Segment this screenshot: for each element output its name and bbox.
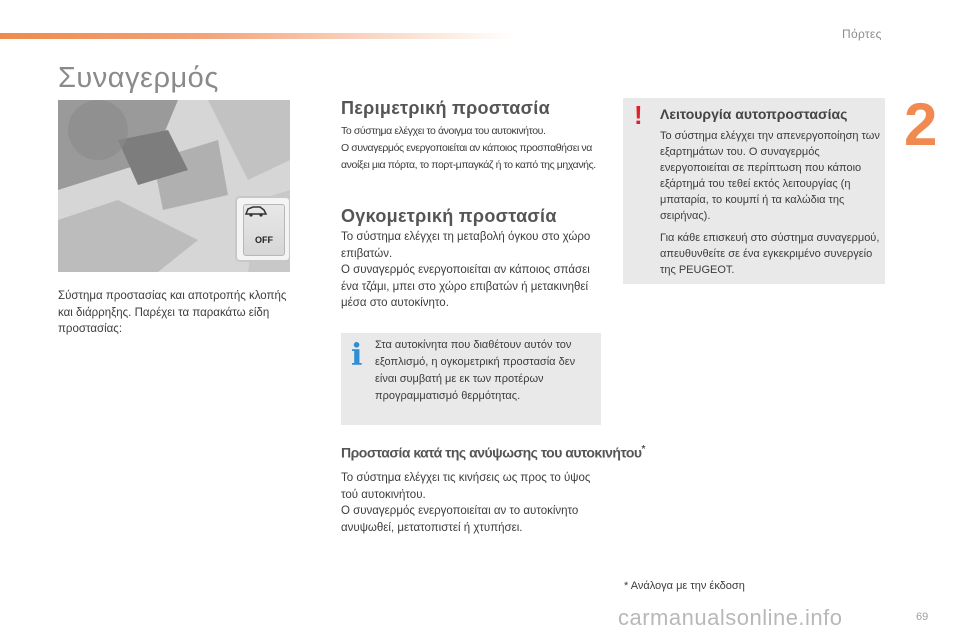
tilt-line-2: Ο συναγερμός ενεργοποιείται αν το αυτοκίνητο ανυψωθεί, μετατοπιστεί ή χτυπήσει.	[341, 505, 579, 534]
car-alarm-icon	[244, 205, 268, 217]
volumetric-line-2: Ο συναγερμός ενεργοποιείται αν κάποιος σπάσει ένα τζάμι, μπει στο χώρο επιβατών ή μετακινηθεί μέσα στο αυτοκίνητο.	[341, 264, 590, 309]
tilt-text	[341, 470, 609, 536]
page-title: Συναγερμός	[58, 62, 219, 94]
tilt-footnote-marker: *	[641, 444, 645, 455]
tilt-heading	[341, 444, 645, 461]
warning-paragraph-1: Το σύστημα ελέγχει την απενεργοποίηση των εξαρτημάτων του. Ο συναγερμός ενεργοποιείται σε περίπτωση που κάποιο εξάρτημά του τεθεί εκτός λειτουργίας (η μπαταρία, το κουμπί ή τα καλώδια της σειρήνας).	[660, 130, 880, 222]
perimeter-line-1: Το σύστημα ελέγχει το άνοιγμα του αυτοκινήτου.	[341, 125, 546, 137]
header-accent-bar	[0, 33, 515, 39]
footnote: * Ανάλογα με την έκδοση	[624, 580, 745, 592]
chapter-number: 2	[904, 91, 938, 158]
info-icon: i	[351, 338, 363, 373]
warning-heading: Λειτουργία αυτοπροστασίας	[660, 106, 848, 122]
intro-text: Σύστημα προστασίας και αποτροπής κλοπής και διάρρηξης. Παρέχει τα παρακάτω είδη προστασίας:	[58, 290, 287, 335]
watermark: carmanualsonline.info	[618, 605, 843, 630]
page-number: 69	[916, 611, 929, 623]
alarm-button-photo	[58, 100, 290, 272]
perimeter-text	[341, 123, 609, 174]
volumetric-line-1: Το σύστημα ελέγχει τη μεταβολή όγκου στο χώρο επιβατών.	[341, 231, 591, 260]
tilt-heading-text: Προστασία κατά της ανύψωσης του αυτοκινήτου	[341, 444, 642, 461]
info-text: Στα αυτοκίνητα που διαθέτουν αυτόν τον εξοπλισμό, η ογκομετρική προστασία δεν είναι συμβατή με εκ των προτέρων προγραμματισμό θερμότητας.	[375, 339, 576, 402]
volumetric-text	[341, 229, 603, 312]
volumetric-heading: Ογκομετρική προστασία	[341, 206, 557, 226]
info-box	[341, 333, 601, 425]
off-label: OFF	[255, 235, 273, 245]
section-title: Πόρτες	[842, 27, 882, 41]
perimeter-line-2: Ο συναγερμός ενεργοποιείται αν κάποιος προσπαθήσει να ανοίξει μια πόρτα, το πορτ-μπαγκάζ ή το καπό της μηχανής.	[341, 142, 596, 171]
warning-icon: !	[634, 100, 643, 130]
warning-box	[623, 98, 885, 284]
warning-paragraph-2: Για κάθε επισκευή στο σύστημα συναγερμού, απευθυνθείτε σε ένα εγκεκριμένο συνεργείο της PEUGEOT.	[660, 232, 880, 276]
tilt-line-1: Το σύστημα ελέγχει τις κινήσεις ως προς το ύψος τού αυτοκινήτου.	[341, 472, 591, 501]
alarm-off-button	[235, 196, 290, 262]
perimeter-heading: Περιμετρική προστασία	[341, 98, 550, 118]
